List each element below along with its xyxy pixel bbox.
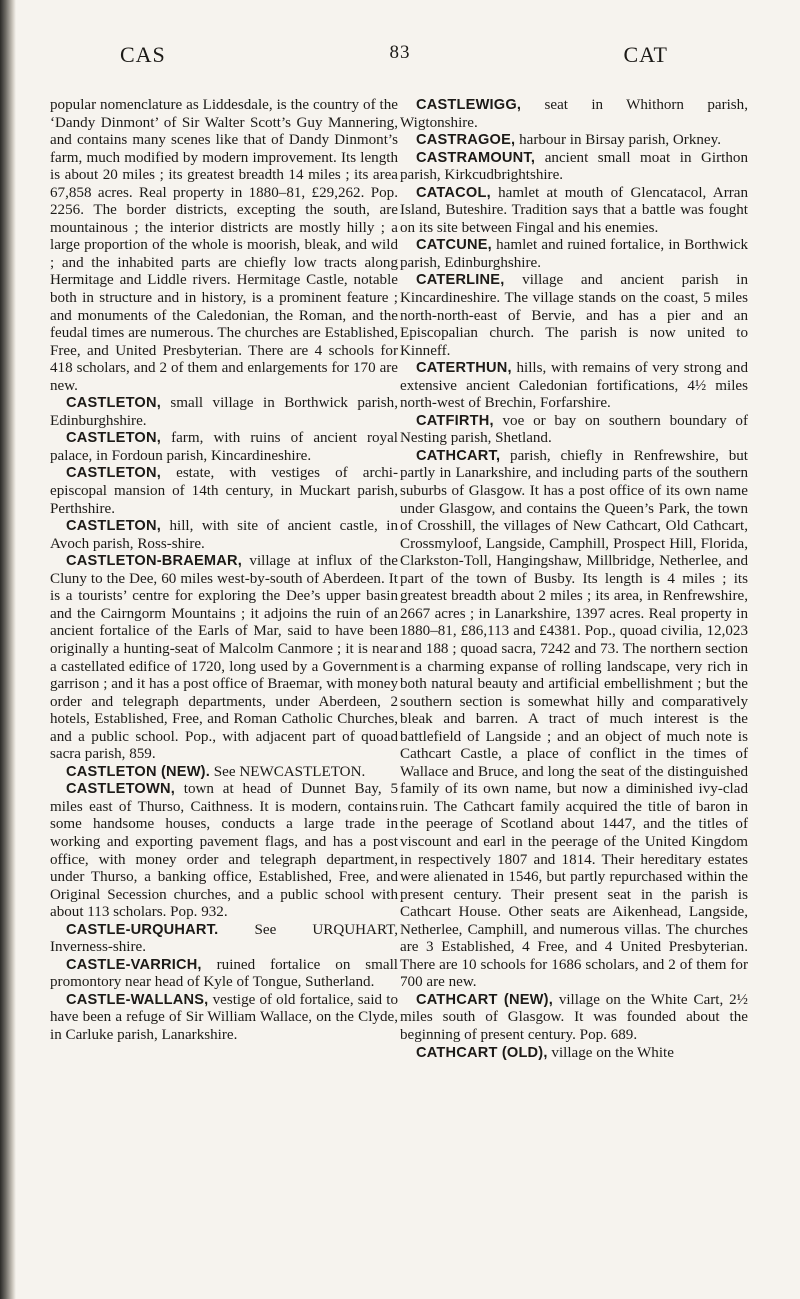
book-binding-edge	[0, 0, 16, 1299]
entry-headword: CATHCART (NEW),	[416, 991, 553, 1008]
gazetteer-entry	[400, 992, 748, 1045]
entry-headword: CATERTHUN,	[416, 360, 512, 377]
gazetteer-entry	[50, 518, 398, 553]
entry-headword: CASTRAGOE,	[416, 132, 516, 149]
gazetteer-entry	[400, 132, 748, 150]
entry-headword: CASTLE-URQUHART.	[66, 921, 219, 938]
entry-headword: CATFIRTH,	[416, 412, 494, 429]
entry-headword: CASTLETON (NEW).	[66, 763, 210, 780]
gazetteer-entry	[400, 448, 748, 992]
entry-text: vestige of old fortalice, said to have been a refuge of Sir William Wallace, on the Clyde, in Carluke parish, Lanarkshire.	[50, 991, 398, 1043]
gazetteer-entry	[50, 781, 398, 921]
entry-text: village on the White Cart, 2½ miles south of Glasgow. It was founded about the beginning of present century. Pop. 689.	[400, 991, 748, 1043]
gazetteer-entry	[400, 185, 748, 238]
right-column	[400, 97, 748, 1062]
entry-headword: CATERLINE,	[416, 272, 505, 289]
entry-headword: CATCUNE,	[416, 237, 492, 254]
entry-text: ancient small moat in Girthon parish, Kirkcudbrightshire.	[400, 149, 748, 184]
entry-text: farm, with ruins of ancient royal palace, in Fordoun parish, Kincardineshire.	[50, 430, 398, 464]
entry-headword: CATACOL,	[416, 184, 491, 201]
gazetteer-entry	[400, 413, 748, 448]
entry-text: See NEWCASTLETON.	[210, 763, 366, 780]
entry-headword: CASTRAMOUNT,	[416, 149, 536, 166]
entry-headword: CASTLETON,	[66, 465, 161, 482]
entry-headword: CATHCART (OLD),	[416, 1044, 548, 1061]
entry-headword: CASTLETON,	[66, 395, 161, 412]
gazetteer-entry	[400, 1045, 748, 1063]
gazetteer-entry	[50, 97, 398, 395]
entry-text: hills, with remains of very strong and extensive ancient Caledonian fortifications, 4½ miles north-west of Brechin, Forfarshire.	[400, 360, 748, 412]
running-head-left: CAS	[120, 42, 166, 67]
entry-headword: CASTLETON,	[66, 518, 161, 535]
entry-text: small village in Borthwick parish, Edinburghshire.	[50, 395, 398, 429]
gazetteer-entry	[50, 957, 398, 992]
gazetteer-entry	[50, 992, 398, 1045]
entry-text: seat in Whithorn parish, Wigtonshire.	[400, 97, 748, 131]
entry-headword: CASTLETOWN,	[66, 781, 175, 798]
gazetteer-entry	[50, 764, 398, 782]
entry-headword: CASTLE-VARRICH,	[66, 956, 202, 973]
left-column	[50, 97, 398, 1045]
page-header	[40, 42, 760, 70]
gazetteer-entry	[400, 360, 748, 413]
entry-headword: CASTLETON,	[66, 430, 161, 447]
entry-text: voe or bay on southern boundary of Nesting parish, Shetland.	[400, 412, 748, 447]
page-number: 83	[389, 42, 411, 63]
gazetteer-entry	[50, 922, 398, 957]
entry-text: village at influx of the Cluny to the Dee, 60 miles west-by-south of Aberdeen. It is a tourists’ centre for exploring the Dee’s upper basin and the Cairngorm Mountains ; it adjoins the ruin of an ancient fortalice of the Earls of Mar, said to have been originally a hunting-seat of Malcolm Canmore ; it is near a castellated edifice of 1720, long used by a Government garrison ; and it has a post office of Braemar, with money order and telegraph departments, under Aberdeen, 2 hotels, Established, Free, and Roman Catholic Churches, and a public school. Pop., with adjacent part of quoad sacra parish, 859.	[50, 553, 398, 763]
entry-text: See URQUHART, Inverness-shire.	[50, 921, 398, 956]
entry-text: hamlet at mouth of Glencatacol, Arran Island, Buteshire. Tradition says that a battle was fought on its site between Fingal and his enemies.	[400, 184, 748, 236]
gazetteer-entry	[50, 395, 398, 430]
entry-headword: CATHCART,	[416, 447, 501, 464]
entry-headword: CASTLETON-BRAEMAR,	[66, 553, 243, 570]
entry-text: hamlet and ruined fortalice, in Borthwick parish, Edinburghshire.	[400, 237, 748, 271]
entry-text: town at head of Dunnet Bay, 5 miles east of Thurso, Caithness. It is modern, contains some handsome houses, conducts a large trade in working and exporting pavement flags, and has a post office, with money order and telegraph department, under Thurso, a banking office, Established, Free, and Original Secession churches, and a public school with about 113 scholars. Pop. 932.	[50, 781, 398, 921]
entry-headword: CASTLE-WALLANS,	[66, 991, 209, 1008]
gazetteer-entry	[50, 430, 398, 465]
gazetteer-entry	[400, 237, 748, 272]
gazetteer-entry	[400, 97, 748, 132]
entry-text: estate, with vestiges of archi-episcopal mansion of 14th century, in Muckart parish, Perthshire.	[50, 465, 398, 517]
gazetteer-entry	[50, 553, 398, 764]
entry-text: village on the White	[547, 1044, 674, 1061]
entry-text: harbour in Birsay parish, Orkney.	[515, 132, 721, 149]
gazetteer-entry	[400, 272, 748, 360]
entry-text: village and ancient parish in Kincardineshire. The village stands on the coast, 5 miles north-north-east of Bervie, and has a pier and an Episcopalian church. The parish is now united to Kinneff.	[400, 272, 748, 359]
gazetteer-entry	[400, 150, 748, 185]
entry-headword: CASTLEWIGG,	[416, 97, 522, 113]
entry-text: popular nomenclature as Liddesdale, is the country of the ‘Dandy Dinmont’ of Sir Walter Scott’s Guy Mannering, and contains many scenes like that of Dandy Dinmont’s farm, much modified by modern improvement. Its length is about 20 miles ; its greatest breadth 14 miles ; its area 67,858 acres. Real property in 1880–81, £29,262. Pop. 2256. The border districts, excepting the south, are mountainous ; the interior districts are mostly hilly ; a large proportion of the whole is moorish, bleak, and wild ; and the inhabited parts are chiefly low tracts along Hermitage and Liddle rivers. Hermitage Castle, notable both in structure and in history, is a prominent feature ; and monuments of the Caledonian, the Roman, and the feudal times are numerous. The churches are Established, Free, and United Presbyterian. There are 4 schools for 418 scholars, and 2 of them and enlargements for 170 are new.	[50, 97, 398, 394]
running-head-right: CAT	[623, 42, 668, 67]
gazetteer-entry	[50, 465, 398, 518]
entry-text: parish, chiefly in Renfrewshire, but partly in Lanarkshire, and including parts of the southern suburbs of Glasgow. It has a post office of its own name under Glasgow, and contains the Queen’s Park, the town of Crosshill, the villages of New Cathcart, Old Cathcart, Crossmyloof, Langside, Camphill, Prospect Hill, Florida, Clarkston-Toll, Hangingshaw, Millbridge, Netherlee, and part of the town of Busby. Its length is 4 miles ; its greatest breadth about 2 miles ; its area, in Renfrewshire, 2667 acres ; in Lanarkshire, 1397 acres. Real property in 1880–81, £86,113 and £4381. Pop., quoad civilia, 12,023 and 188 ; quoad sacra, 7242 and 73. The northern section is a charming expanse of rolling landscape, very rich in both natural beauty and artificial embellishment ; but the southern section is somewhat hilly and comparatively bleak and barren. A tract of much interest is the battlefield of Langside ; and an object of much note is Cathcart Castle, a place of conflict in the times of Wallace and Bruce, and long the seat of the distinguished family of its own name, but now a diminished ivy-clad ruin. The Cathcart family acquired the title of baron in the peerage of Scotland about 1447, and the titles of viscount and earl in the peerage of the United Kingdom in respectively 1807 and 1814. Their hereditary estates were alienated in 1546, but partly repurchased within the present century. Their present seat in the parish is Cathcart House. Other seats are Aikenhead, Langside, Netherlee, Camphill, and numerous villas. The churches are 3 Established, 4 Free, and 4 United Presbyterian. There are 10 schools for 1686 scholars, and 2 of them for 700 are new.	[400, 447, 748, 991]
entry-text: ruined fortalice on small promontory near head of Kyle of Tongue, Sutherland.	[50, 956, 398, 991]
entry-text: hill, with site of ancient castle, in Avoch parish, Ross-shire.	[50, 518, 398, 552]
